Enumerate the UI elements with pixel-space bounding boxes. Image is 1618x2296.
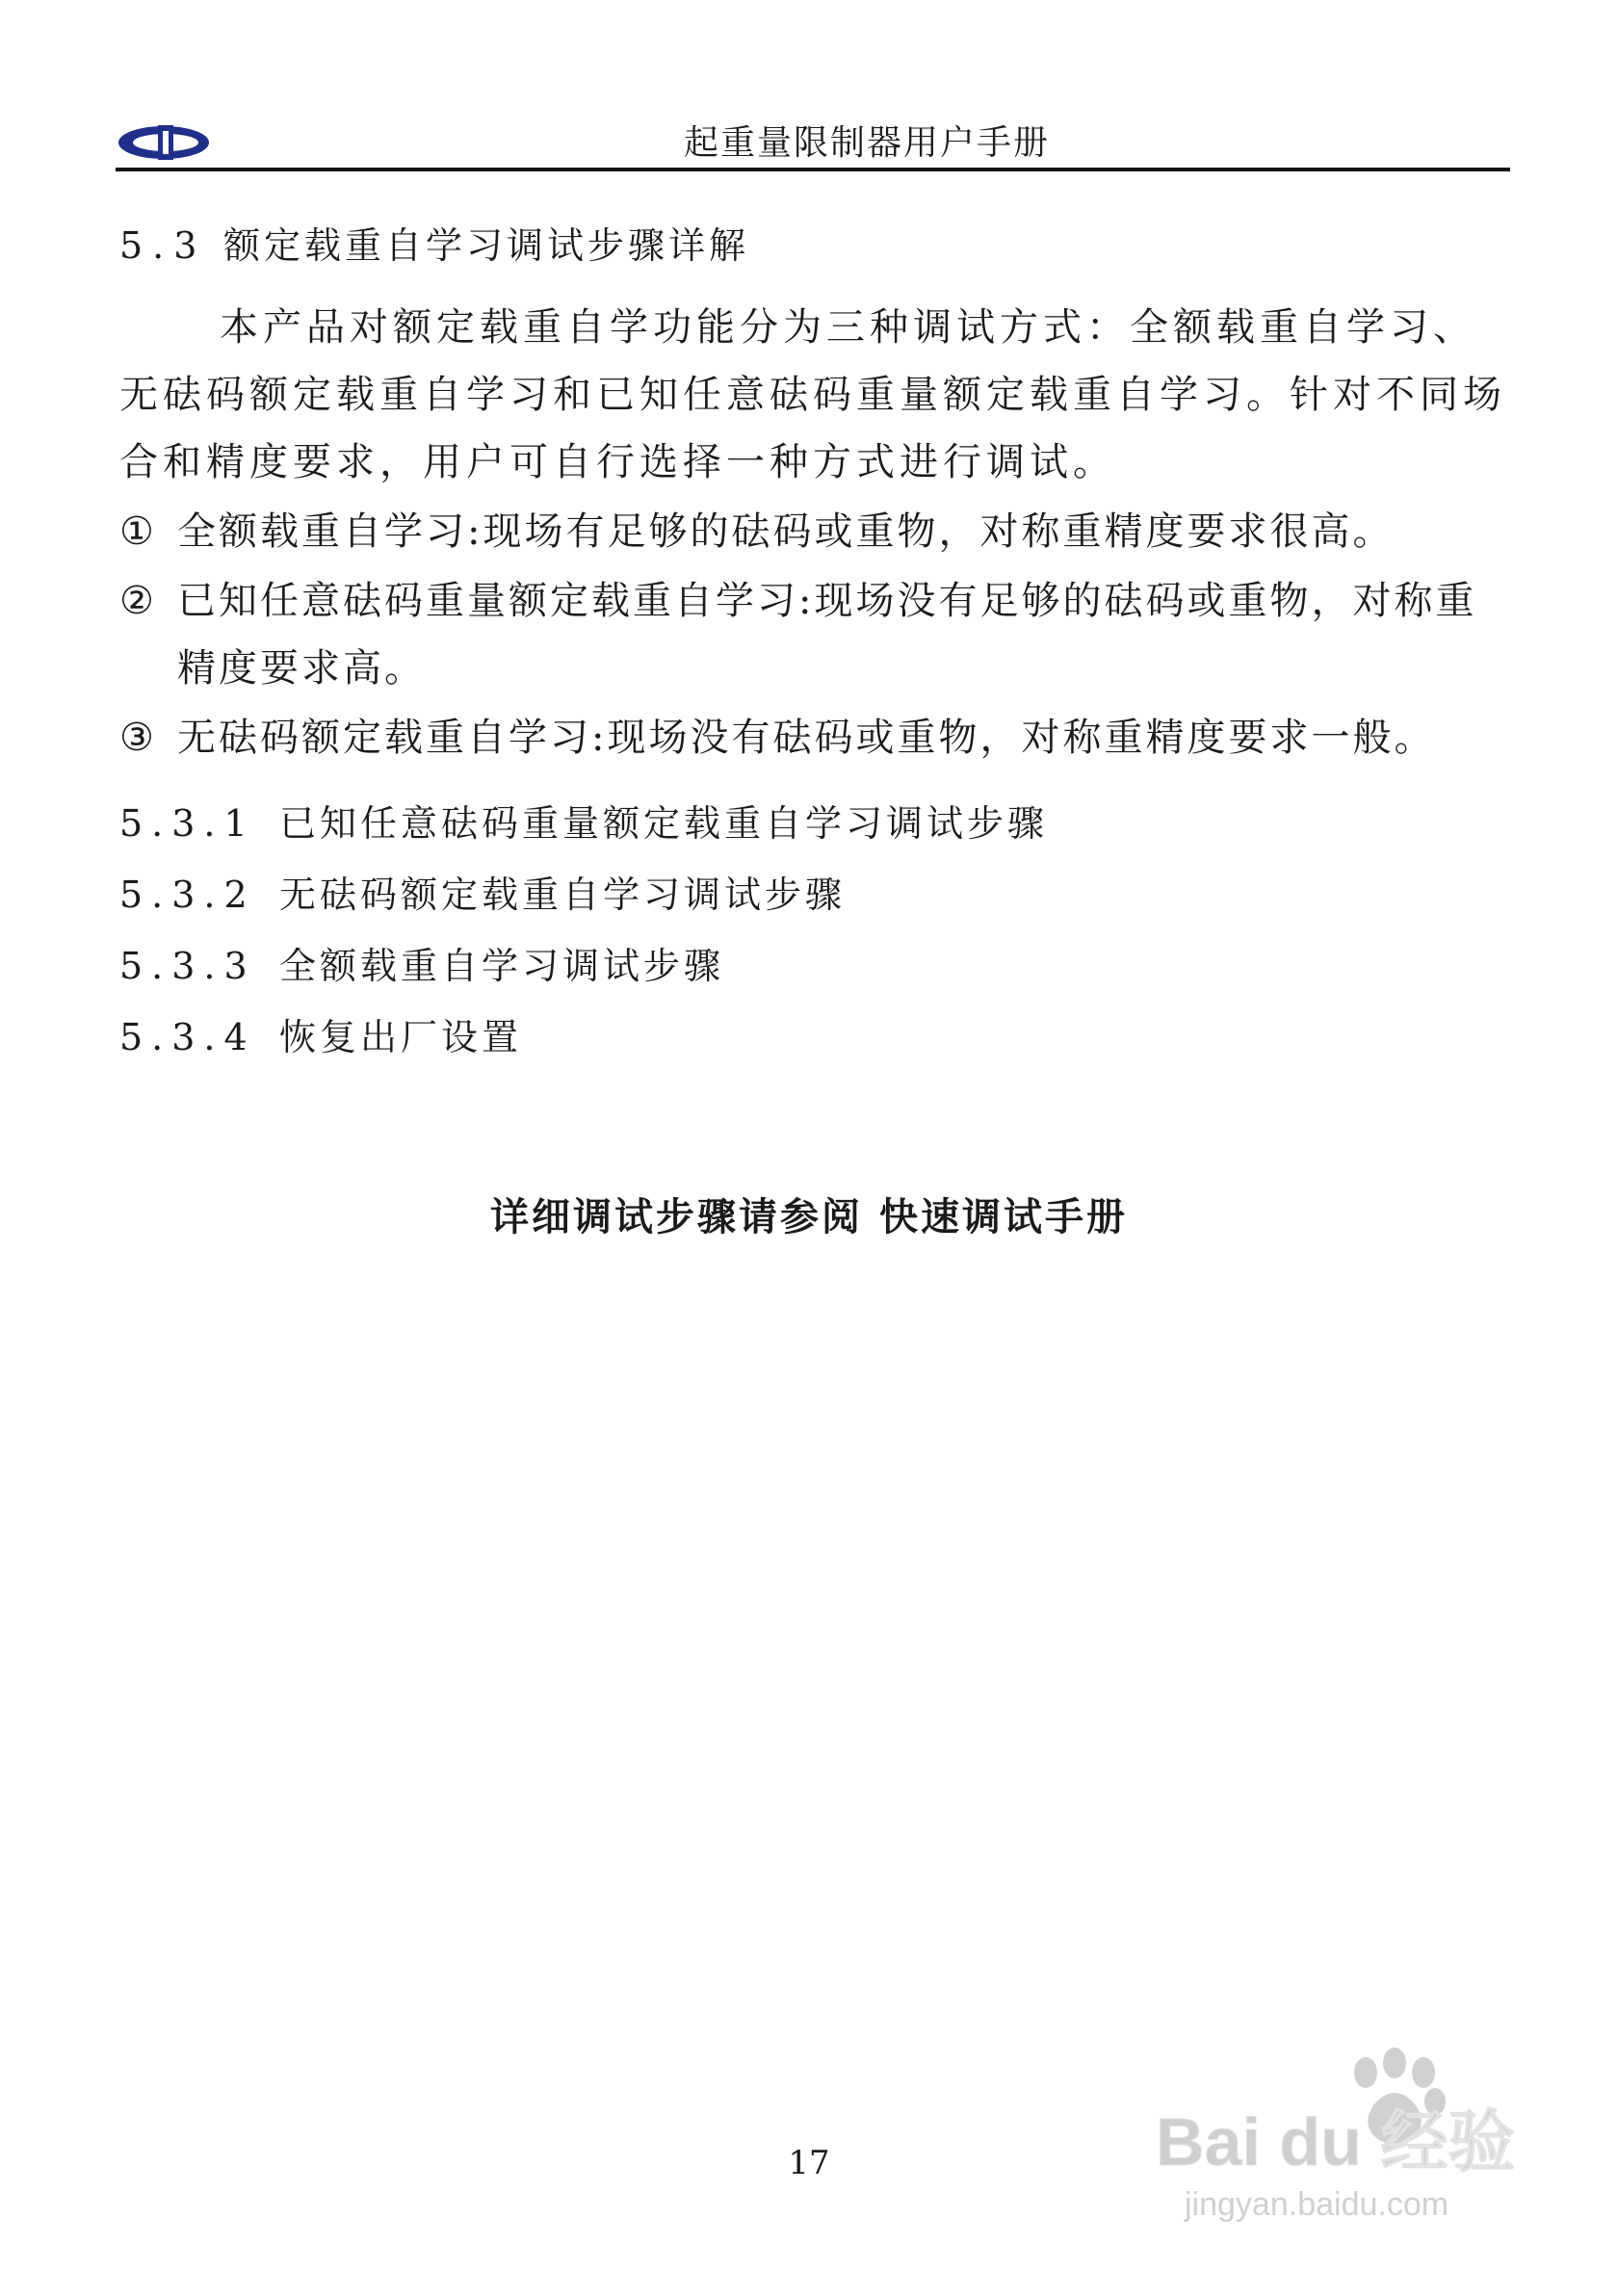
mode-marker: ② <box>119 579 157 623</box>
subsection-number: 5.3.1 <box>119 802 256 845</box>
watermark-url: jingyan.baidu.com <box>1185 2186 1449 2223</box>
subsection-heading <box>119 1008 1506 1066</box>
subsection-number: 5.3.2 <box>119 874 256 916</box>
subsection-number: 5.3.3 <box>119 945 256 987</box>
subsection-title: 全额载重自学习调试步骤 <box>279 945 725 987</box>
subsection-title: 已知任意砝码重量额定载重自学习调试步骤 <box>279 802 1049 845</box>
mode-marker: ③ <box>119 716 157 760</box>
subsection-heading <box>119 866 1506 924</box>
mode-text: 已知任意砝码重量额定载重自学习:现场没有足够的砝码或重物，对称重精度要求高。 <box>177 579 1477 691</box>
intro-paragraph: 本产品对额定载重自学功能分为三种调试方式：全额载重自学习、无砝码额定载重自学习和已知任意砝码重量额定载重自学习。针对不同场合和精度要求，用户可自行选择一种方式进行调试。 <box>119 305 1506 484</box>
mode-item <box>119 567 1506 702</box>
watermark-brand: Bai du 经验 <box>1156 2104 1516 2179</box>
page-number: 17 <box>788 2144 830 2182</box>
mode-text: 全额载重自学习:现场有足够的砝码或重物，对称重精度要求很高。 <box>177 509 1395 554</box>
company-logo-icon <box>116 121 212 164</box>
header-divider <box>116 168 1510 171</box>
subsection-title: 无砝码额定载重自学习调试步骤 <box>279 874 847 916</box>
header-title: 起重量限制器用户手册 <box>683 123 1050 163</box>
mode-item <box>119 704 1506 771</box>
subsection-heading <box>119 795 1506 852</box>
page-content <box>119 197 1506 1066</box>
baidu-jingyan-watermark <box>1146 2042 1551 2234</box>
section-number: 5.3 <box>119 224 207 267</box>
mode-item <box>119 498 1506 565</box>
subsection-number: 5.3.4 <box>119 1016 256 1058</box>
section-title: 额定载重自学习调试步骤详解 <box>223 224 750 267</box>
reference-note: 详细调试步骤请参阅 快速调试手册 <box>490 1195 1128 1239</box>
section-heading <box>119 217 1506 274</box>
page-header <box>116 106 1510 173</box>
subsection-heading <box>119 937 1506 995</box>
mode-text: 无砝码额定载重自学习:现场没有砝码或重物，对称重精度要求一般。 <box>177 716 1436 760</box>
mode-marker: ① <box>119 509 157 554</box>
subsection-title: 恢复出厂设置 <box>279 1016 523 1058</box>
